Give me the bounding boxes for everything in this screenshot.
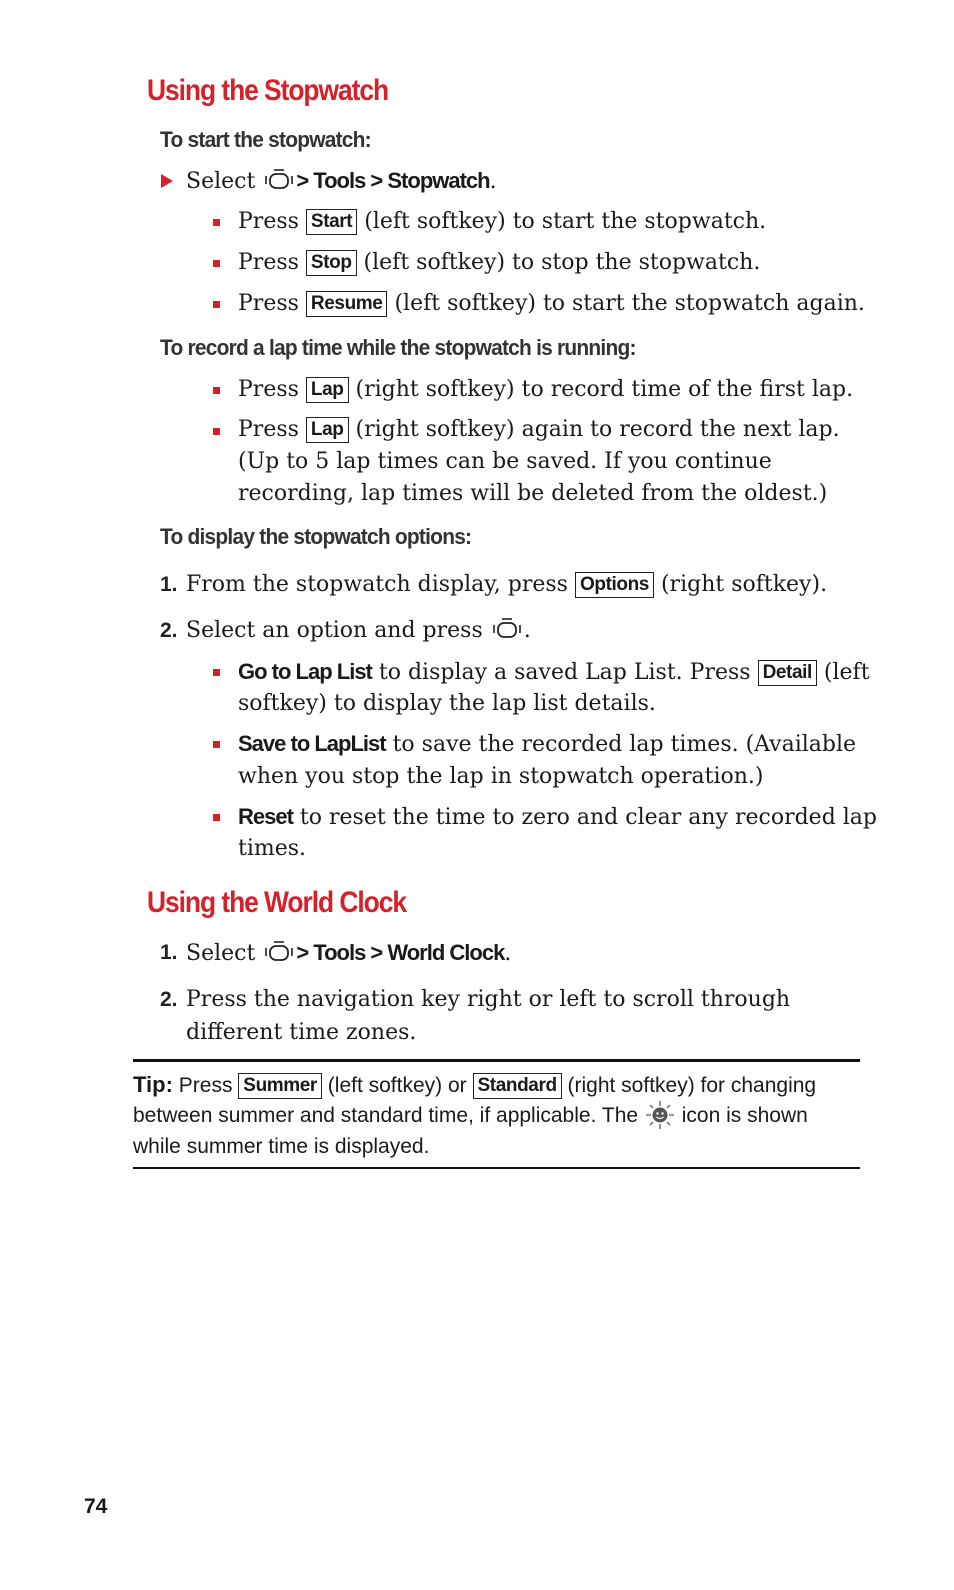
square-bullet-icon bbox=[213, 301, 220, 308]
item-text: (right softkey) again to record the next lap. bbox=[355, 417, 840, 442]
step-prefix: From the stopwatch display, press bbox=[186, 572, 568, 597]
tip-label: Tip: bbox=[133, 1072, 173, 1097]
tip-bottom-rule bbox=[133, 1167, 860, 1169]
select-suffix: . bbox=[504, 941, 512, 966]
list-item bbox=[238, 801, 877, 834]
square-bullet-icon bbox=[213, 219, 220, 226]
list-item bbox=[238, 206, 766, 238]
step-text bbox=[186, 937, 511, 970]
step-number: 2. bbox=[160, 988, 178, 1011]
lap-softkey: Lap bbox=[306, 377, 349, 403]
menu-key-icon bbox=[490, 617, 524, 641]
subheading-stopwatch-options: To display the stopwatch options: bbox=[160, 524, 472, 549]
item-text: to display a saved Lap List. Press bbox=[378, 660, 751, 685]
square-bullet-icon bbox=[213, 428, 220, 435]
tip-text: (left softkey) or bbox=[327, 1074, 467, 1097]
item-text: to reset the time to zero and clear any recorded lap bbox=[299, 805, 878, 830]
step-number: 1. bbox=[160, 941, 178, 964]
start-softkey: Start bbox=[306, 209, 357, 235]
summer-softkey: Summer bbox=[238, 1073, 322, 1099]
select-label: Select bbox=[186, 941, 256, 966]
subheading-record-lap: To record a lap time while the stopwatch is running: bbox=[160, 335, 636, 360]
press-label: Press bbox=[238, 250, 299, 275]
tip-text: Press bbox=[178, 1074, 233, 1097]
page-number: 74 bbox=[84, 1495, 108, 1518]
tip-text: (right softkey) for changing bbox=[567, 1074, 817, 1097]
list-item bbox=[238, 288, 865, 320]
section-title-world-clock: Using the World Clock bbox=[147, 886, 406, 919]
item-text: (left softkey) to stop the stopwatch. bbox=[363, 250, 761, 275]
press-label: Press bbox=[238, 417, 299, 442]
square-bullet-icon bbox=[213, 741, 220, 748]
options-softkey: Options bbox=[575, 572, 654, 598]
stop-softkey: Stop bbox=[306, 250, 357, 276]
summer-time-sun-icon bbox=[644, 1100, 676, 1130]
tip-line-3: while summer time is displayed. bbox=[133, 1135, 430, 1158]
option-save-to-laplist: Save to LapList bbox=[238, 731, 386, 756]
tip-line-2 bbox=[133, 1100, 808, 1131]
option-go-to-lap-list: Go to Lap List bbox=[238, 659, 372, 684]
press-label: Press bbox=[238, 209, 299, 234]
square-bullet-icon bbox=[213, 669, 220, 676]
section-title-stopwatch: Using the Stopwatch bbox=[147, 74, 389, 107]
square-bullet-icon bbox=[213, 387, 220, 394]
menu-key-icon bbox=[262, 168, 296, 192]
menu-path-stopwatch: > Tools > Stopwatch bbox=[296, 168, 490, 193]
tip-top-rule bbox=[133, 1059, 860, 1062]
step-suffix: (right softkey). bbox=[660, 572, 828, 597]
item-text: (left bbox=[823, 660, 870, 685]
item-text: to save the recorded lap times. (Available bbox=[392, 732, 857, 757]
step-continuation: different time zones. bbox=[186, 1020, 417, 1045]
step-text: Press the navigation key right or left to scroll through bbox=[186, 987, 791, 1012]
select-label: Select bbox=[186, 169, 256, 194]
step-text bbox=[186, 569, 827, 601]
list-item bbox=[238, 247, 760, 279]
tip-text: between summer and standard time, if applicable. The bbox=[133, 1104, 639, 1127]
list-item bbox=[238, 728, 856, 761]
press-label: Press bbox=[238, 377, 299, 402]
square-bullet-icon bbox=[213, 260, 220, 267]
square-bullet-icon bbox=[213, 814, 220, 821]
step-number: 2. bbox=[160, 619, 178, 642]
arrow-bullet-icon bbox=[161, 174, 173, 188]
item-text: (right softkey) to record time of the first lap. bbox=[355, 377, 854, 402]
menu-path-world-clock: > Tools > World Clock bbox=[296, 940, 505, 965]
select-stopwatch-line bbox=[186, 165, 497, 198]
item-continuation: when you stop the lap in stopwatch operation.) bbox=[238, 764, 764, 789]
item-continuation: times. bbox=[238, 836, 307, 861]
step-number: 1. bbox=[160, 573, 178, 596]
detail-softkey: Detail bbox=[758, 660, 817, 686]
tip-line-1 bbox=[133, 1069, 816, 1101]
list-item bbox=[238, 374, 853, 406]
step-prefix: Select an option and press bbox=[186, 618, 483, 643]
item-continuation: softkey) to display the lap list details. bbox=[238, 691, 656, 716]
subheading-start-stopwatch: To start the stopwatch: bbox=[160, 127, 371, 152]
list-item bbox=[238, 656, 870, 689]
lap-softkey: Lap bbox=[306, 417, 349, 443]
item-continuation: recording, lap times will be deleted from the oldest.) bbox=[238, 481, 828, 506]
press-label: Press bbox=[238, 291, 299, 316]
step-suffix: . bbox=[523, 618, 531, 643]
item-continuation: (Up to 5 lap times can be saved. If you continue bbox=[238, 449, 772, 474]
step-text bbox=[186, 615, 531, 647]
item-text: (left softkey) to start the stopwatch. bbox=[364, 209, 767, 234]
item-text: (left softkey) to start the stopwatch again. bbox=[394, 291, 865, 316]
option-reset: Reset bbox=[238, 804, 293, 829]
tip-text: icon is shown bbox=[681, 1104, 808, 1127]
resume-softkey: Resume bbox=[306, 291, 388, 317]
select-suffix: . bbox=[489, 169, 497, 194]
menu-key-icon bbox=[262, 940, 296, 964]
standard-softkey: Standard bbox=[473, 1073, 562, 1099]
list-item bbox=[238, 414, 840, 446]
